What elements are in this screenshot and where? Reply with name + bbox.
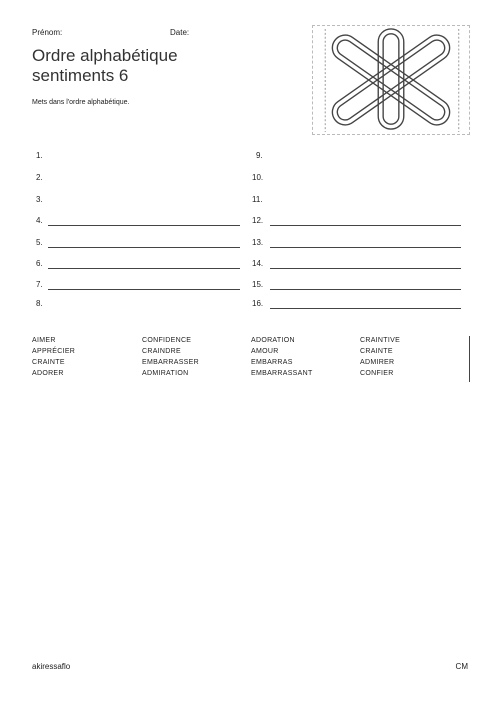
answer-line[interactable] — [270, 247, 461, 248]
word-bank-item: CRAINDRE — [142, 348, 181, 355]
word-bank-item: EMBARRASSER — [142, 359, 199, 366]
answer-line[interactable] — [48, 247, 240, 248]
word-bank-item: EMBARRAS — [251, 359, 293, 366]
answer-line[interactable] — [48, 289, 240, 290]
answer-slot-12 — [252, 216, 461, 226]
answer-line[interactable] — [270, 289, 461, 290]
slot-number: 11. — [252, 195, 263, 204]
slot-number: 7. — [36, 280, 43, 289]
word-bank-item: ADORATION — [251, 337, 295, 344]
flower-icon — [313, 26, 469, 134]
slot-number: 2. — [36, 173, 43, 182]
vertical-divider — [469, 336, 470, 382]
word-bank-item: CONFIDENCE — [142, 337, 192, 344]
slot-number: 15. — [252, 280, 264, 289]
slot-number: 5. — [36, 238, 43, 247]
slot-number: 14. — [252, 259, 264, 268]
answer-slot-14 — [252, 259, 461, 269]
answer-slot-2 — [36, 173, 240, 183]
word-bank-item: ADMIRER — [360, 359, 395, 366]
word-bank-item: EMBARRASSANT — [251, 370, 313, 377]
decorative-image-box — [312, 25, 470, 135]
word-bank-item: CRAINTE — [32, 359, 65, 366]
answer-line[interactable] — [48, 268, 240, 269]
footer-author: akiressaflo — [32, 662, 71, 671]
word-bank-item: AIMER — [32, 337, 56, 344]
page-title-line2: sentiments 6 — [32, 66, 129, 85]
slot-number: 16. — [252, 299, 264, 308]
slot-number: 4. — [36, 216, 43, 225]
slot-number: 13. — [252, 238, 264, 247]
answer-line[interactable] — [270, 268, 461, 269]
instruction-text: Mets dans l'ordre alphabétique. — [32, 99, 130, 106]
answer-slot-11 — [252, 195, 461, 205]
answer-slot-4 — [36, 216, 240, 226]
footer-level: CM — [455, 662, 468, 671]
slot-number: 10. — [252, 173, 264, 182]
slot-number: 3. — [36, 195, 43, 204]
answer-line[interactable] — [48, 225, 240, 226]
word-bank-item: CONFIER — [360, 370, 394, 377]
page-title-line1: Ordre alphabétique — [32, 46, 178, 65]
answer-slot-7 — [36, 280, 240, 290]
slot-number: 8. — [36, 299, 43, 308]
slot-number: 1. — [36, 151, 43, 160]
slot-number: 6. — [36, 259, 43, 268]
answer-slot-16 — [252, 299, 461, 309]
word-bank-item: CRAINTIVE — [360, 337, 401, 344]
word-bank-item: ADORER — [32, 370, 64, 377]
word-bank-item: AMOUR — [251, 348, 279, 355]
answer-slot-5 — [36, 238, 240, 248]
word-bank-item: APPRÉCIER — [32, 348, 76, 355]
word-bank-item: CRAINTE — [360, 348, 393, 355]
answer-slot-15 — [252, 280, 461, 290]
answer-slot-3 — [36, 195, 240, 205]
slot-number: 9. — [256, 151, 263, 160]
date-label: Date: — [170, 28, 190, 37]
prenom-label: Prénom: — [32, 28, 63, 37]
answer-slot-10 — [252, 173, 461, 183]
answer-line[interactable] — [270, 225, 461, 226]
slot-number: 12. — [252, 216, 264, 225]
word-bank-item: ADMIRATION — [142, 370, 189, 377]
answer-slot-8 — [36, 299, 240, 309]
answer-slot-1 — [36, 151, 240, 161]
answer-slot-6 — [36, 259, 240, 269]
answer-line[interactable] — [270, 308, 461, 309]
answer-slot-13 — [252, 238, 461, 248]
answer-slot-9 — [256, 151, 461, 161]
